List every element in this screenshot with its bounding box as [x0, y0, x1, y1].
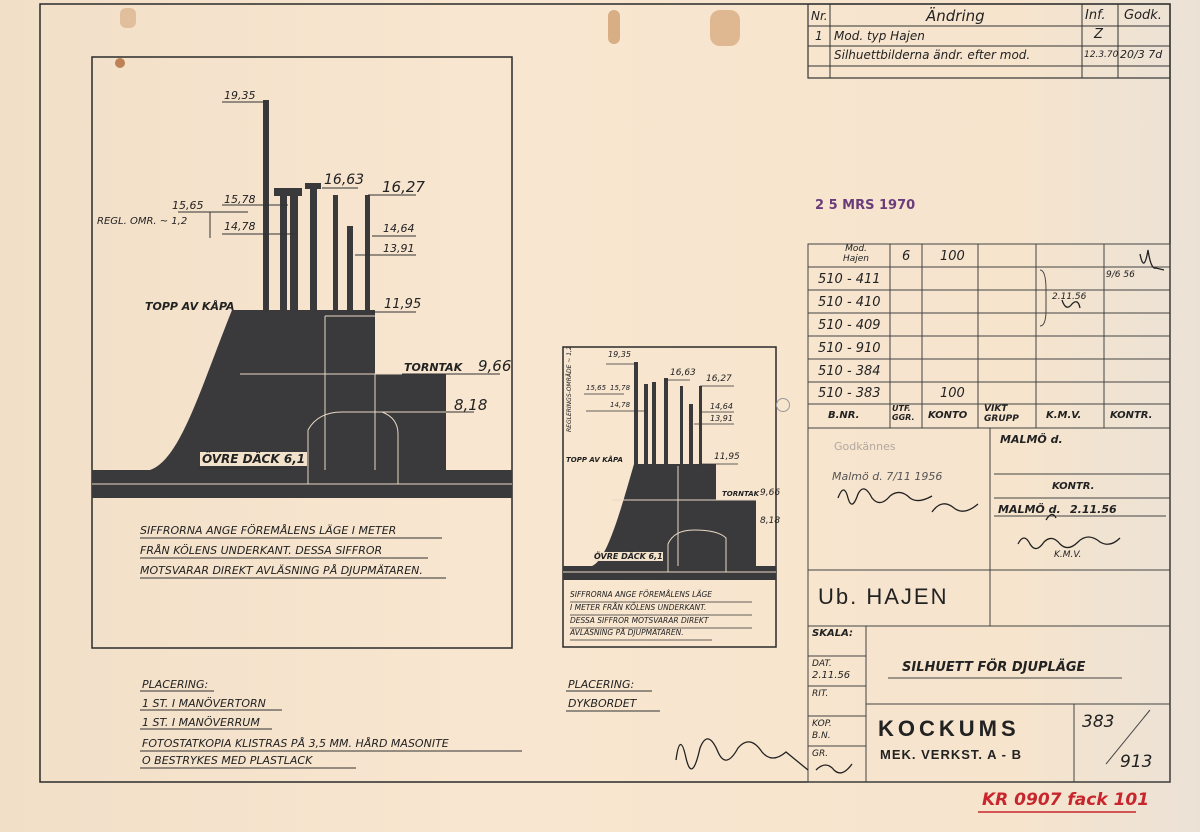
parts-footer-konto: KONTO	[928, 410, 968, 421]
rev-header-andring: Ändring	[926, 7, 985, 25]
parts-footer-utf: UTF. GGR.	[892, 404, 915, 422]
label-regl-omr: REGL. OMR. ~ 1,2	[97, 216, 188, 227]
label-14-78: 14,78	[224, 220, 256, 233]
gr-label: GR.	[812, 749, 829, 759]
small-label-8-18: 8,18	[760, 516, 781, 526]
label-15-78: 15,78	[224, 193, 256, 206]
drawing-number-bottom: 913	[1120, 752, 1153, 772]
label-19-35: 19,35	[224, 89, 256, 102]
parts-header-mod: Mod. Hajen	[842, 244, 870, 264]
small-note-line-1: SIFFRORNA ANGE FÖREMÅLENS LÄGE	[570, 590, 713, 599]
rev-header-godk: Godk.	[1124, 8, 1162, 23]
parts-footer-bnr: B.NR.	[828, 410, 860, 421]
large-note-line-1: SIFFRORNA ANGE FÖREMÅLENS LÄGE I METER	[140, 524, 397, 537]
foto-line-2: O BESTRYKES MED PLASTLACK	[142, 754, 313, 767]
large-note-line-3: MOTSVARAR DIREKT AVLÄSNING PÅ DJUPMÄTAREN.	[140, 564, 423, 577]
label-topp-av-kapa: TOPP AV KÅPA	[145, 300, 235, 313]
placement-line-1: 1 ST. I MANÖVERTORN	[142, 697, 266, 710]
rev-header-inf: Inf.	[1085, 8, 1106, 23]
small-label-9-66: 9,66	[760, 488, 781, 498]
approval-malmo-date: Malmö d. 7/11 1956	[832, 470, 943, 483]
label-9-66: 9,66	[478, 357, 512, 375]
parts-row-4: 510 - 910	[818, 341, 881, 356]
drawing-number-top: 383	[1082, 712, 1115, 732]
parts-note-top: 9/6 56	[1106, 270, 1135, 280]
approval-kontr: KONTR.	[1052, 481, 1095, 492]
placement-right-line: DYKBORDET	[568, 697, 637, 710]
small-note-line-2: I METER FRÅN KÖLENS UNDERKANT.	[570, 603, 707, 612]
placement-heading: PLACERING:	[142, 678, 209, 691]
rev-row-1-nr: 1	[815, 29, 823, 43]
approval-malmo-top: MALMÖ d.	[1000, 433, 1063, 446]
label-ovre-dack: ÖVRE DÄCK 6,1	[202, 452, 306, 466]
approval-kmv: K.M.V.	[1054, 550, 1082, 560]
label-torntak: TORNTAK	[404, 361, 463, 374]
skala-label: SKALA:	[812, 628, 853, 639]
label-16-63: 16,63	[324, 172, 365, 188]
small-label-13-91: 13,91	[710, 414, 733, 423]
drawing-title: SILHUETT FÖR DJUPLÄGE	[902, 660, 1086, 675]
parts-note-bracket: 2.11.56	[1052, 292, 1087, 302]
parts-header-utf: 6	[902, 249, 911, 264]
label-11-95: 11,95	[384, 297, 422, 312]
small-label-14-64: 14,64	[710, 402, 733, 411]
date-stamp: 2 5 MRS 1970	[815, 198, 916, 213]
label-8-18: 8,18	[454, 396, 488, 414]
rev-row-1-inf: Z	[1094, 27, 1103, 42]
approval-malmo-second: MALMÖ d.	[998, 503, 1061, 516]
parts-row-3: 510 - 409	[818, 318, 881, 333]
small-note-line-4: AVLÄSNING PÅ DJUPMÄTAREN.	[570, 628, 684, 637]
small-label-torntak: TORNTAK	[722, 490, 760, 498]
label-13-91: 13,91	[383, 242, 415, 255]
large-silhouette	[92, 100, 512, 498]
company-subtitle: MEK. VERKST. A - B	[880, 747, 1022, 762]
parts-footer-kontr: KONTR.	[1110, 410, 1153, 421]
parts-row-5: 510 - 384	[818, 364, 881, 379]
small-label-15-65: 15,65	[586, 384, 607, 392]
kop-value: B.N.	[812, 731, 831, 741]
rit-label: RIT.	[812, 689, 829, 699]
small-note-line-3: DESSA SIFFROR MOTSVARAR DIREKT	[570, 616, 709, 625]
small-label-ovre-dack: ÖVRE DÄCK 6,1	[594, 552, 663, 561]
parts-footer-vikt: VIKT GRUPP	[984, 404, 1019, 424]
approval-stamp-godkannes: Godkännes	[834, 440, 896, 453]
rev-row-1-text: Mod. typ Hajen	[834, 29, 925, 43]
rev-row-2-inf: 12.3.70	[1084, 50, 1119, 60]
rev-header-nr: Nr.	[811, 9, 828, 23]
label-15-65: 15,65	[172, 199, 204, 212]
parts-row-2: 510 - 410	[818, 295, 881, 310]
vessel-name: Ub. HAJEN	[818, 584, 949, 609]
small-label-15-78: 15,78	[610, 384, 631, 392]
small-label-topp: TOPP AV KÅPA	[566, 456, 623, 464]
placement-line-2: 1 ST. I MANÖVERRUM	[142, 716, 260, 729]
parts-row-6-konto: 100	[940, 386, 965, 401]
company-name: KOCKUMS	[878, 716, 1020, 741]
parts-header-konto: 100	[940, 249, 965, 264]
parts-row-6: 510 - 383	[818, 386, 881, 401]
small-label-19-35: 19,35	[608, 350, 631, 359]
rev-row-2-text: Silhuettbilderna ändr. efter mod.	[834, 48, 1031, 62]
archive-mark: KR 0907 fack 101	[982, 790, 1150, 810]
rev-row-2-godk: 20/3 7d	[1120, 48, 1163, 61]
approval-malmo-second-date: 2.11.56	[1070, 503, 1117, 516]
parts-row-1: 510 - 411	[818, 272, 881, 287]
small-label-16-27: 16,27	[706, 374, 732, 384]
large-note-line-2: FRÅN KÖLENS UNDERKANT. DESSA SIFFROR	[140, 544, 383, 557]
dat-label: DAT.	[812, 659, 832, 669]
small-label-16-63: 16,63	[670, 368, 696, 378]
small-label-14-78: 14,78	[610, 401, 631, 409]
punch-mark	[776, 398, 790, 412]
parts-footer-kmv: K.M.V.	[1046, 410, 1082, 421]
foto-line-1: FOTOSTATKOPIA KLISTRAS PÅ 3,5 MM. HÅRD MASONITE	[142, 737, 449, 750]
placement-right-heading: PLACERING:	[568, 678, 635, 691]
dat-value: 2.11.56	[812, 670, 851, 681]
label-16-27: 16,27	[382, 178, 425, 196]
small-label-regl: REGLERINGS-OMRÅDE ~ 1,2	[566, 346, 573, 432]
label-14-64: 14,64	[383, 222, 415, 235]
kop-label: KOP.	[812, 719, 832, 729]
small-label-11-95: 11,95	[714, 452, 740, 462]
